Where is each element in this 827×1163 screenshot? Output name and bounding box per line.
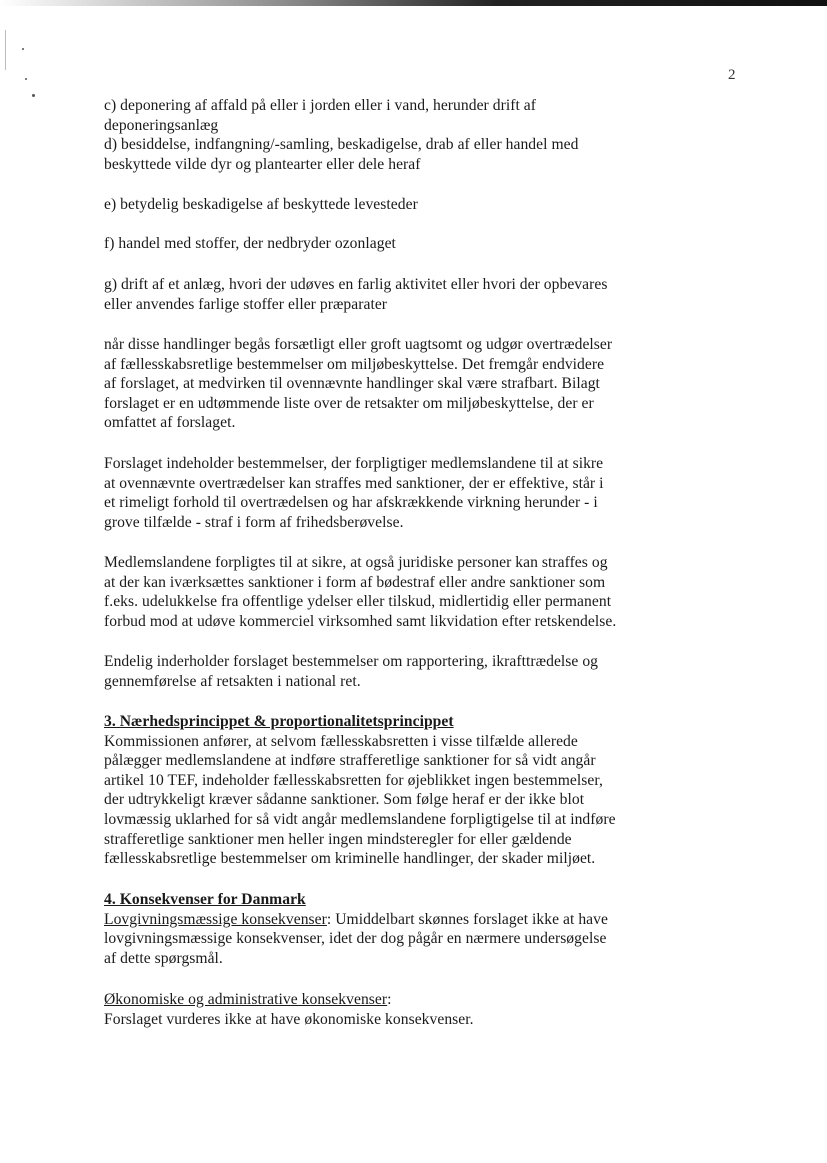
section-4: 4. Konsekvenser for Danmark Lovgivningsmæssige konsekvenser: Umiddelbart skønnes forslaget ikke at have lovgivningsmæssige konsekvenser, idet der dog pågår en nærmere undersøgelse af dette spørgsmål.: [104, 890, 744, 968]
page-number: 2: [728, 67, 736, 83]
scan-mark: [22, 48, 24, 50]
section-3: 3. Nærhedsprincippet & proportionalitetsprincippet Kommissionen anfører, at selvom fællesskabsretten i visse tilfælde allerede pålægger medlemslandene at indføre strafferetlige sanktioner for så vidt angår artikel 10 TEF, indeholder fællesskabsretten for øjeblikket ingen bestemmelser, der udtrykkeligt kræver sådanne sanktioner. Som følge heraf er der ikke blot lovmæssig uklarhed for så vidt angår medlemslandene forpligtigelse til at indføre strafferetlige sanktioner men heller ingen mindsteregler for eller gældende fællesskabsretlige bestemmelser om kriminelle handlinger, der skader miljøet.: [104, 712, 744, 869]
scan-mark: [32, 94, 35, 97]
scan-mark: [5, 30, 6, 70]
scan-top-edge: [0, 0, 827, 6]
paragraph-4: Endelig inderholder forslaget bestemmelser om rapportering, ikrafttrædelse og gennemførelse af retsakten i national ret.: [104, 653, 599, 690]
list-item-g: g) drift af et anlæg, hvori der udøves en farlig aktivitet eller hvori der opbevares eller anvendes farlige stoffer eller præparater: [104, 276, 608, 313]
scan-mark: [25, 78, 27, 80]
paragraph-1: når disse handlinger begås forsætligt eller groft uagtsomt og udgør overtrædelser af fællesskabsretlige bestemmelser om miljøbeskyttelse. Det fremgår endvidere af forslaget, at medvirken til ovennævnte handlinger skal være strafbart. Bilagt forslaget er en udtømmende liste over de retsakter om miljøbeskyttelse, der er omfattet af forslaget.: [104, 336, 613, 432]
list-item-cd: c) deponering af affald på eller i jorden eller i vand, herunder drift af deponeringsanlæg d) besiddelse, indfangning/-samling, beskadigelse, drab af eller handel med beskyttede vilde dyr og plantearter eller dele heraf: [104, 97, 579, 173]
paragraph-3: Medlemslandene forpligtes til at sikre, at også juridiske personer kan straffes og at der kan iværksættes sanktioner i form af bødestraf eller andre sanktioner som f.eks. udelukkelse fra offentlige ydelser eller tilskud, midlertidig eller permanent forbud mod at udøve kommerciel virksomhed samt likvidation efter retskendelse.: [104, 554, 617, 630]
section-4-heading: 4. Konsekvenser for Danmark: [104, 891, 306, 908]
section-3-heading: 3. Nærhedsprincippet & proportionalitetsprincippet: [104, 713, 454, 730]
legal-consequences-label: Lovgivningsmæssige konsekvenser: [104, 910, 327, 928]
economic-section: Økonomiske og administrative konsekvenser: Forslaget vurderes ikke at have økonomiske konsekvenser.: [104, 991, 474, 1028]
list-item-e: e) betydelig beskadigelse af beskyttede levesteder: [104, 196, 418, 213]
list-item-f: f) handel med stoffer, der nedbryder ozonlaget: [104, 235, 396, 252]
economic-consequences-label: Økonomiske og administrative konsekvenser: [104, 991, 388, 1008]
paragraph-2: Forslaget indeholder bestemmelser, der forpligtiger medlemslandene til at sikre at ovennævnte overtrædelser kan straffes med sanktioner, der er effektive, står i et rimeligt forhold til overtrædelsen og har afskrækkende virkning herunder - i grove tilfælde - straf i form af frihedsberøvelse.: [104, 455, 604, 531]
